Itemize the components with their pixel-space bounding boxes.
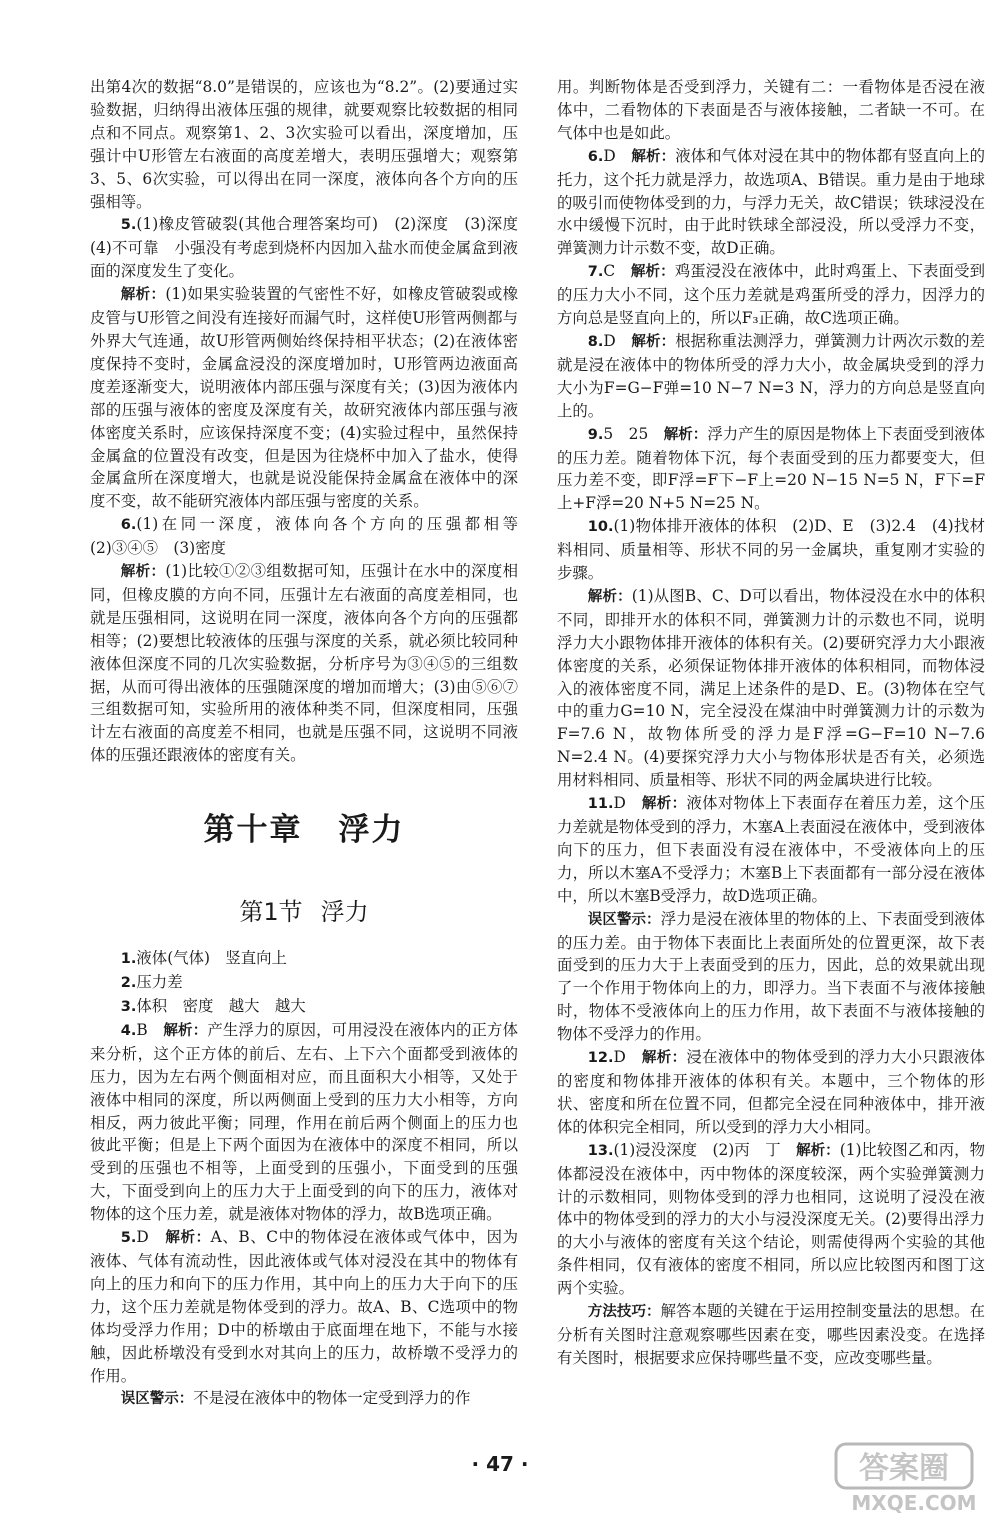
method-label: 方法技巧：: [587, 1304, 661, 1321]
section-number: 第1节: [239, 898, 303, 927]
analysis-text: 鸡蛋浸没在液体中，此时鸡蛋上、下表面受到的压力大小不同，这个压力差就是鸡蛋所受的浮力，因浮力的方向总是竖直向上的，所以F₃正确，故C选项正确。: [557, 262, 985, 328]
page-number: · 47 ·: [471, 1452, 529, 1476]
answer-4: [90, 1019, 518, 1226]
question-number: 7.: [587, 264, 604, 281]
question-number: 8.: [587, 333, 604, 350]
answer-1: [90, 947, 518, 971]
left-column: [90, 76, 534, 1411]
answer-7: [557, 260, 985, 330]
answer-6r: [557, 145, 985, 261]
answer-9: [557, 423, 985, 516]
chapter-title: [90, 805, 518, 855]
analysis-label: 解析：: [641, 796, 687, 813]
analysis-label: 解析：: [796, 1142, 840, 1159]
watermark-text: 答案圈: [859, 1451, 949, 1486]
question-number: 9.: [587, 426, 604, 443]
analysis-label: 解析：: [120, 287, 166, 304]
answer-choice: B: [136, 1020, 148, 1039]
analysis-text: (1)比较图乙和丙，物体都浸没在液体中，丙中物体的深度较深，两个实验弹簧测力计的示数相同，则物体受到的浮力也相同，这说明了浸没在液体中的物体受到的浮力的大小与浸没深度无关。(2)要得出浮力的大小与液体的密度有关这个结论，则需使得两个实验的其他条件相同，仅有液体的密度不相同，所以应比较图丙和图丁这两个实验。: [557, 1140, 985, 1298]
answer-choice: D: [603, 146, 616, 165]
analysis-text: (1)如果实验装置的气密性不好，如橡皮管破裂或橡皮管与U形管之间没有连接好而漏气时，这样使U形管两侧都与外界大气连通，故U形管两侧始终保持相平状态；(2)在液体密度保持不变时，金属盒浸没的深度增加时，U形管两边液面高度差逐渐变大，说明液体内部压强与深度有关；(3)因为液体内部的压强与液体的密度及深度有关，故研究液体内部压强与液体密度关系时，应该保持深度不变；(4)实验过程中，虽然保持金属盒的位置没有改变，但是因为往烧杯中加入了盐水，使得金属盒所在深度增大，也就是说没能保持金属盒在液体中的深度不变，故不能研究液体内部压强与密度的关系。: [90, 285, 518, 511]
answer-text: 液体(气体) 竖直向上: [136, 949, 287, 968]
analysis-10: [557, 585, 985, 792]
answer-6: [90, 513, 534, 560]
method-tip: [557, 1300, 985, 1370]
analysis-text: 产生浮力的原因，可用浸没在液体内的正方体来分析，这个正方体的前后、左右、上下六个面都受到液体的压力，因为左右两个侧面相对应，而且面积大小相等，又处于液体中相同的深度，所以两侧面上受到的压力大小相等，方向相反，两力彼此平衡；同理，作用在前后两个侧面上的压力也彼此平衡；但是上下两个面因为在液体中的深度不相同，所以受到的压强也不相等，上面受到的压强小，下面受到的压强大，下面受到向上的压力大于上面受到的向下的压力，液体对物体的这个压力差，就是液体对物体的浮力，故B选项正确。: [90, 1020, 518, 1224]
answer-11: [557, 792, 985, 908]
analysis-6: [90, 560, 518, 767]
warning-5: [90, 1387, 518, 1411]
question-number: 4.: [120, 1022, 137, 1039]
analysis-label: 解析：: [641, 1050, 687, 1067]
chapter-name: 浮力: [338, 812, 405, 849]
answer-12: [557, 1046, 985, 1139]
method-text: 解答本题的关键在于运用控制变量法的思想。在分析有关图时注意观察哪些因素在变，哪些因素没变。在选择有关图时，根据要求应保持哪些量不变，应改变哪些量。: [557, 1302, 985, 1367]
watermark-url: MXQE.COM: [851, 1491, 977, 1515]
question-number: 5.: [120, 1230, 137, 1247]
analysis-text: 根据称重法测浮力，弹簧测力计两次示数的差就是浸在液体中的物体所受的浮力大小，故金属块受到的浮力大小为F=G−F弹=10 N−7 N=3 N，浮力的方向总是竖直向上的。: [557, 331, 985, 420]
analysis-label: 解析：: [587, 588, 632, 605]
answer-choice: D: [613, 794, 626, 813]
analysis-text: 液体和气体对浸在其中的物体都有竖直向上的托力，这个托力就是浮力，故选项A、B错误。重力是由于地球的吸引而使物体受到的力，与浮力无关，故C错误；铁球浸没在水中缓慢下沉时，由于此时铁球全部浸没，所以受浮力不变，弹簧测力计示数不变，故D正确。: [557, 146, 985, 258]
analysis-text: A、B、C中的物体浸在液体或气体中，因为液体、气体有流动性，因此液体或气体对浸没在其中的物体有向上的压力和向下的压力作用，其中向上的压力大于向下的压力，这个压力差就是物体受到的浮力。故A、B、C选项中的物体均受浮力作用；D中的桥墩由于底面埋在地下，不能与水接触，因此桥墩没有受到水对其向上的压力，故桥墩不受浮力的作用。: [90, 1228, 518, 1385]
question-number: 2.: [120, 975, 137, 992]
analysis-label: 解析：: [631, 148, 676, 165]
question-number: 13.: [587, 1142, 614, 1159]
warning-11: [557, 908, 985, 1046]
answer-text: 体积 密度 越大 越大: [136, 997, 306, 1015]
analysis-text: 浸在液体中的物体受到的浮力大小只跟液体的密度和物体排开液体的体积有关。本题中，三个物体的形状、密度和所在位置不同，但都完全浸在同种液体中，排开液体的体积完全相同，所以受到的浮力大小相同。: [557, 1048, 985, 1136]
analysis-text: (1)从图B、C、D可以看出，物体浸没在水中的体积不同，即排开水的体积不同，弹簧测力计的示数也不同，说明浮力大小跟物体排开液体的体积有关。(2)要研究浮力大小跟液体密度的关系，必须保证物体排开液体的体积相同，而物体浸入的液体密度不同，满足上述条件的是D、E。(3)物体在空气中的重力G=10 N，完全浸没在煤油中时弹簧测力计的示数为F=7.6 N，故物体所受的浮力是F浮=G−F=10 N−7.6 N=2.4 N。(4)要探究浮力大小与物体形状是否有关，必须选用材料相同、质量相等、形状不同的两金属块进行比较。: [557, 586, 986, 790]
analysis-label: 解析：: [630, 264, 675, 281]
answer-text: (1)物体排开液体的体积 (2)D、E (3)2.4 (4)找材料相同、质量相等、形状不同的另一金属块，重复刚才实验的步骤。: [557, 517, 985, 583]
warning-label: 误区警示：: [587, 911, 661, 928]
section-name: 浮力: [320, 898, 369, 927]
question-number: 10.: [587, 519, 614, 536]
section-title: [90, 895, 518, 929]
question-number: 5.: [120, 217, 137, 234]
warning-text: 不是浸在液体中的物体一定受到浮力的作: [193, 1389, 471, 1408]
continued-paragraph: 用。判断物体是否受到浮力，关键有二：一看物体是否浸在液体中，二看物体的下表面是否与液体接触，二者缺一不可。在气体中也是如此。: [557, 78, 985, 142]
answer-5: [90, 213, 534, 283]
question-number: 3.: [120, 999, 137, 1015]
answer-2: [90, 971, 518, 995]
answer-3: [90, 995, 518, 1019]
question-number: 6.: [120, 517, 137, 534]
answer-text: 5 25: [603, 424, 649, 443]
analysis-label: 解析：: [163, 1022, 208, 1039]
continued-paragraph: 出第4次的数据“8.0”是错误的，应该也为“8.2”。(2)要通过实验数据，归纳得出液体压强的规律，就要观察比较数据的相同点和不同点。观察第1、2、3次实验可以看出，深度增加，压强计中U形管左右液面的高度差增大，表明压强增大；观察第3、5、6次实验，可以得出在同一深度，液体向各个方向的压强相等。: [90, 78, 518, 211]
answer-choice: D: [613, 1048, 626, 1067]
question-number: 11.: [587, 796, 614, 813]
answer-5b: [90, 1226, 518, 1387]
answer-8: [557, 330, 985, 423]
analysis-label: 解析：: [120, 564, 166, 581]
right-column: [557, 76, 985, 1370]
answer-text: 压力差: [136, 973, 183, 992]
answer-13: [557, 1139, 985, 1300]
analysis-text: 浮力产生的原因是物体上下表面受到液体的压力差。随着物体下沉，每个表面受到的压力都要变大，但压力差不变，即F浮=F下−F上=20 N−15 N=5 N，F下=F上+F浮=20 N+5 N=25 N。: [557, 424, 985, 513]
question-number: 1.: [120, 951, 137, 968]
answer-text: (1)橡皮管破裂(其他合理答案均可) (2)深度 (3)深度 (4)不可靠 小强没有考虑到烧杯内因加入盐水而使金属盒到液面的深度发生了变化。: [90, 215, 534, 281]
answer-text: (1)在同一深度，液体向各个方向的压强都相等 (2)③④⑤ (3)密度: [90, 515, 534, 558]
analysis-label: 解析：: [631, 333, 676, 350]
warning-label: 误区警示：: [120, 1391, 194, 1408]
analysis-5: [90, 283, 518, 513]
answer-text: (1)浸没深度 (2)丙 丁: [613, 1140, 781, 1159]
question-number: 12.: [587, 1050, 614, 1067]
analysis-label: 解析：: [663, 426, 708, 443]
question-number: 6.: [587, 148, 604, 165]
analysis-label: 解析：: [165, 1230, 211, 1247]
answer-choice: D: [603, 331, 616, 350]
warning-text: 浮力是浸在液体里的物体的上、下表面受到液体的压力差。由于物体下表面比上表面所处的位置更深，故下表面受到的压力大于上表面受到的压力，因此，总的效果就出现了一个作用于物体向上的力，即浮力。当下表面不与液体接触时，物体不受液体向上的压力作用，故下表面不与液体接触的物体不受浮力的作用。: [557, 909, 985, 1044]
answer-10: [557, 515, 985, 585]
answer-choice: C: [603, 262, 616, 281]
analysis-text: (1)比较①②③组数据可知，压强计在水中的深度相同，但橡皮膜的方向不同，压强计左右液面的高度差相同，也就是压强相同，这说明在同一深度，液体向各个方向的压强都相等；(2)要想比较液体的压强与深度的关系，就必须比较同种液体但深度不同的几次实验数据，分析序号为③④⑤的三组数据，从而可得出液体的压强随深度的增加而增大；(3)由⑤⑥⑦三组数据可知，实验所用的液体种类不同，但深度相同，压强计左右液面的高度差不相同，也就是压强不同，这说明不同液体的压强还跟液体的密度有关。: [90, 562, 518, 765]
answer-choice: D: [136, 1228, 149, 1247]
chapter-number: 第十章: [203, 812, 303, 849]
watermark-logo: [834, 1440, 994, 1516]
analysis-text: 液体对物体上下表面存在着压力差，这个压力差就是物体受到的浮力，木塞A上表面浸在液体中，受到液体向下的压力，但下表面没有浸在液体中，不受液体向上的压力，所以木塞A不受浮力；木塞B上下表面都有一部分浸在液体中，所以木塞B受浮力，故D选项正确。: [557, 794, 985, 905]
